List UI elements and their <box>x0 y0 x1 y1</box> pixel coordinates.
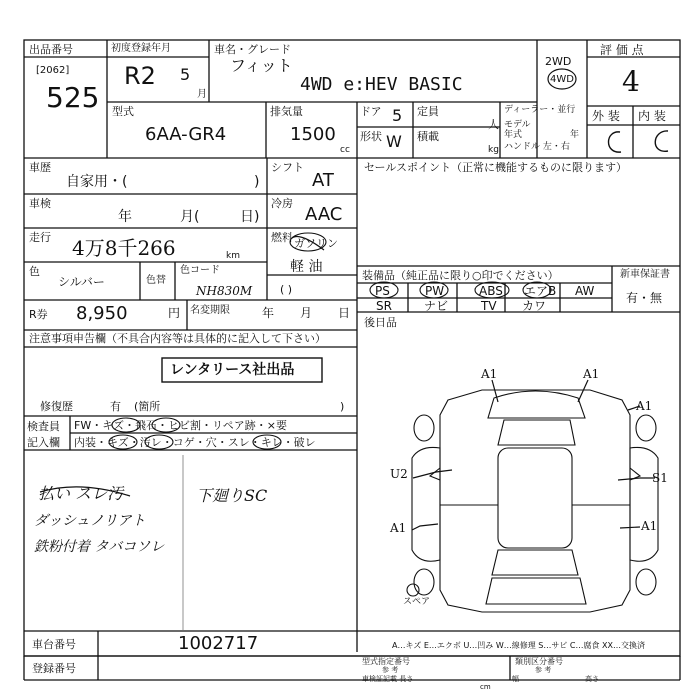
car-name: フィット <box>230 56 293 75</box>
shape-label: 形状 <box>360 130 382 143</box>
year-unit: 年 <box>570 130 580 140</box>
size-label: 車検証記載 長さ <box>362 675 414 683</box>
color-label: 色 <box>29 265 40 278</box>
handwritten-note-2: ダッシュノリアト <box>34 513 146 529</box>
first-reg-label: 初度登録年月 <box>111 43 171 54</box>
inspector-label-1: 検査員 <box>27 420 60 433</box>
warranty-value: 有・無 <box>626 291 663 305</box>
name-change-month: 月 <box>300 306 313 320</box>
fuel-other: ( ) <box>280 283 293 296</box>
equip-sr: SR <box>376 299 392 313</box>
score-label: 評 価 点 <box>600 43 644 57</box>
color-code: NH830M <box>196 284 253 298</box>
shaken-year: 年 <box>118 209 132 225</box>
displacement-unit: cc <box>340 145 350 155</box>
history-close: ) <box>254 174 260 190</box>
year-label: 年式 <box>504 130 523 140</box>
height-label: 高さ <box>585 675 599 683</box>
mark-a1-right-bottom: A1 <box>641 519 658 533</box>
equip-ps: PS <box>375 284 390 298</box>
shape-value: W <box>386 132 402 151</box>
category-label: 類別区分番号 <box>515 657 563 666</box>
ac-value: AAC <box>305 204 343 225</box>
equip-tv: TV <box>481 299 497 313</box>
mark-a1-right-top: A1 <box>636 399 653 413</box>
lot-sub: [2062] <box>36 65 70 76</box>
load-unit: kg <box>488 145 499 155</box>
mileage-unit: km <box>226 251 240 261</box>
later-label: 後日品 <box>364 316 397 329</box>
equip-pw: PW <box>425 284 445 298</box>
chassis-label: 車台番号 <box>32 638 76 651</box>
load-label: 積載 <box>417 130 439 143</box>
first-reg-month: 5 <box>180 65 191 84</box>
color-code-label: 色コード <box>180 265 220 276</box>
shift-value: AT <box>312 170 334 191</box>
equip-airbag: エアB <box>524 284 557 298</box>
color-no-label: 色替 <box>146 275 166 286</box>
registration-label: 登録番号 <box>32 662 76 675</box>
handle-label: ハンドル 左・右 <box>504 142 570 152</box>
name-change-day: 日 <box>338 306 351 320</box>
handwritten-note-3: 鉄粉付着 タバコソレ <box>34 539 165 555</box>
fuel-gas: ガソリン <box>294 237 338 250</box>
interior-grade <box>650 134 656 143</box>
first-reg-month-unit: 月 <box>197 89 207 100</box>
fuel-label: 燃料 <box>271 231 293 244</box>
recycle-value: 8,950 <box>76 303 128 324</box>
inspector-row-1: FW・キズ・飛石・ヒビ割・リペア跡・×要 <box>74 419 287 432</box>
width-label: 幅 <box>512 675 519 683</box>
mark-a1-left: A1 <box>390 521 407 535</box>
doors-label: ドア <box>360 105 382 118</box>
repair-parts: (箇所 <box>134 400 161 413</box>
repair-label: 修復歴 <box>40 400 73 413</box>
repair-close: ) <box>340 400 345 413</box>
car-diagram <box>407 390 658 612</box>
name-change-label: 名変期限 <box>190 305 230 316</box>
spare-label: スペア <box>403 597 431 607</box>
equip-aw: AW <box>575 284 595 298</box>
fuel-diesel: 軽 油 <box>290 259 323 275</box>
mark-u2: U2 <box>390 467 408 481</box>
first-reg-era: R2 <box>124 62 156 90</box>
handwritten-note-right: 下廻りSC <box>196 486 268 505</box>
handwritten-note-1: 払い スレ汚 <box>38 484 124 503</box>
exterior-label: 外 装 <box>592 109 620 123</box>
equipment-label: 装備品（純正品に限り○印でください） <box>362 269 559 282</box>
designation-ref: 参 考 <box>382 666 399 674</box>
warranty-label: 新車保証書 <box>620 269 670 280</box>
ac-label: 冷房 <box>271 197 293 210</box>
color-value: シルバー <box>58 275 105 289</box>
inspector-label-2: 記入欄 <box>27 436 60 449</box>
shaken-label: 車検 <box>29 197 51 210</box>
mark-a1-top-left: A1 <box>481 367 498 381</box>
equip-navi: ナビ <box>424 299 449 313</box>
model-label: 型式 <box>112 105 134 118</box>
designation-label: 型式指定番号 <box>362 657 410 666</box>
score-value: 4 <box>622 65 640 98</box>
mark-a1-top-right: A1 <box>583 367 600 381</box>
exterior-grade <box>602 134 608 143</box>
lot-label: 出品番号 <box>29 43 73 56</box>
capacity-label: 定員 <box>417 105 439 118</box>
shift-label: シフト <box>271 161 304 174</box>
drive-2wd: 2WD <box>545 55 572 68</box>
recycle-unit: 円 <box>168 306 181 320</box>
car-grade: 4WD e:HEV BASIC <box>300 74 463 95</box>
name-change-year: 年 <box>262 306 275 320</box>
mileage-value: 4万8千266 <box>72 236 176 260</box>
model-year-label: モデル <box>504 120 531 130</box>
shaken-day: 日) <box>240 209 260 225</box>
size-cm: cm <box>480 683 491 691</box>
equip-abs: ABS <box>479 284 503 298</box>
model-value: 6AA-GR4 <box>145 124 227 145</box>
history-label: 車歴 <box>29 161 51 174</box>
mileage-label: 走行 <box>29 231 51 244</box>
recycle-label: R券 <box>29 308 48 321</box>
rental-stamp: レンタリース社出品 <box>170 362 295 378</box>
doors-value: 5 <box>392 106 403 125</box>
mark-s1: S1 <box>652 471 668 485</box>
history-value: 自家用・( <box>66 174 128 190</box>
damage-legend: A…キズ E…エクボ U…凹み W…線修理 S…サビ C…腐食 XX…交換済 <box>392 641 646 650</box>
capacity-unit: 人 <box>488 118 499 131</box>
sales-point-label: セールスポイント（正常に機能するものに限ります） <box>364 161 628 174</box>
drive-4wd: 4WD <box>550 74 574 85</box>
category-ref: 参 考 <box>535 666 552 674</box>
interior-label: 内 装 <box>638 109 666 123</box>
lot-number: 525 <box>46 81 100 114</box>
dealer-label: ディーラー・並行 <box>504 105 576 115</box>
notes-label: 注意事項申告欄（不具合内容等は具体的に記入して下さい） <box>29 332 326 345</box>
shaken-month: 月( <box>180 209 200 225</box>
inspector-row-2: 内装・キズ・汚レ・コゲ・穴・スレ・キレ・破レ <box>74 436 316 449</box>
chassis-value: 1002717 <box>178 633 259 654</box>
displacement-value: 1500 <box>290 124 336 145</box>
repair-value: 有 <box>110 400 121 413</box>
equip-leather: カワ <box>522 299 547 313</box>
displacement-label: 排気量 <box>270 105 303 118</box>
car-name-label: 車名・グレード <box>214 43 291 56</box>
